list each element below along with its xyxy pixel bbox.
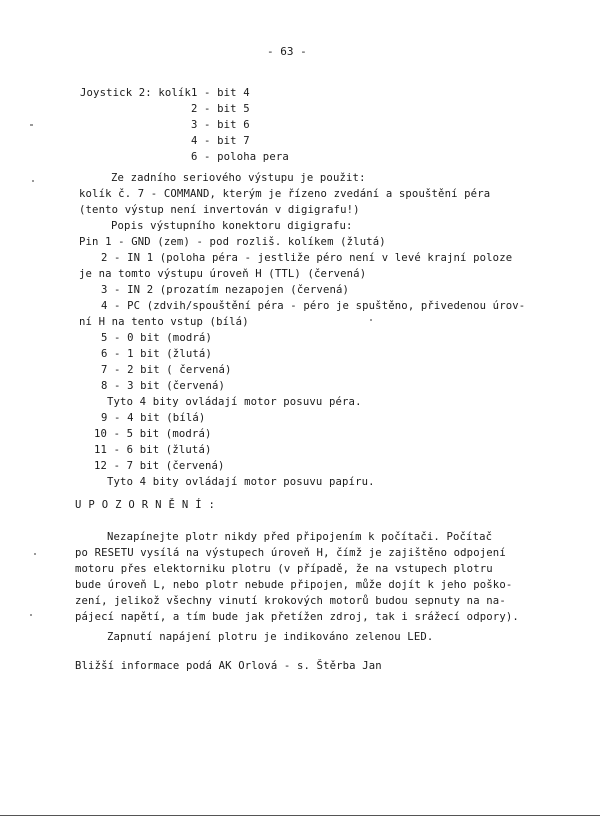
warning-line: Nezapínejte plotr nikdy před připojením k počítači. Počítač	[107, 531, 493, 543]
warning-line: zení, jelikož všechny vinutí krokových motorů budou sepnuty na na-	[75, 595, 506, 607]
text-line: 3 - IN 2 (prozatím nezapojen (červená)	[101, 284, 350, 296]
warning-line: Zapnutí napájení plotru je indikováno zelenou LED.	[107, 631, 434, 643]
scan-speck	[34, 553, 36, 555]
text-line: kolík č. 7 - COMMAND, kterým je řízeno zvedání a spouštění péra	[79, 188, 491, 200]
text-line: (tento výstup není invertován v digigrafu!)	[79, 204, 360, 216]
text-line: 8 - 3 bit (červená)	[101, 380, 226, 392]
joystick-row: 1 - bit 4	[191, 87, 250, 99]
warning-line: bude úroveň L, nebo plotr nebude připojen, může dojít k jeho poško-	[75, 579, 513, 591]
warning-line: pájecí napětí, a tím bude jak přetížen zdroj, tak i srážecí odpory).	[75, 611, 519, 623]
text-line: Tyto 4 bity ovládají motor posuvu péra.	[107, 396, 362, 408]
page-edge-line	[0, 815, 600, 816]
text-line: 2 - IN 1 (poloha péra - jestliže péro není v levé krajní poloze	[101, 252, 513, 264]
joystick-row: 3 - bit 6	[191, 119, 250, 131]
text-line: 7 - 2 bit ( červená)	[101, 364, 232, 376]
scan-speck	[30, 124, 33, 126]
text-line: 11 - 6 bit (žlutá)	[94, 444, 212, 456]
text-line: je na tomto výstupu úroveň H (TTL) (červená)	[79, 268, 367, 280]
warning-line: po RESETU vysílá na výstupech úroveň H, čímž je zajištěno odpojení	[75, 547, 506, 559]
text-line: Ze zadního seriového výstupu je použit:	[111, 172, 366, 184]
page-number: - 63 -	[267, 45, 307, 58]
text-line: 4 - PC (zdvih/spouštění péra - péro je spuštěno, přivedenou úrov-	[101, 300, 526, 312]
scan-speck	[30, 614, 32, 616]
warning-heading: U P O Z O R N Ě N Í :	[75, 499, 216, 511]
joystick-row: 6 - poloha pera	[191, 151, 289, 163]
warning-line: motoru přes elektorniku plotru (v případě, že na vstupech plotru	[75, 563, 493, 575]
joystick-row: 4 - bit 7	[191, 135, 250, 147]
scan-speck	[370, 319, 372, 321]
text-line: 6 - 1 bit (žlutá)	[101, 348, 212, 360]
scan-speck	[32, 180, 34, 182]
footer-contact: Bližší informace podá AK Orlová - s. Štěrba Jan	[75, 660, 382, 672]
joystick-row: 2 - bit 5	[191, 103, 250, 115]
text-line: Tyto 4 bity ovládají motor posuvu papíru.	[107, 476, 375, 488]
text-line: ní H na tento vstup (bílá)	[79, 316, 249, 328]
text-line: Popis výstupního konektoru digigrafu:	[111, 220, 353, 232]
text-line: 9 - 4 bit (bílá)	[101, 412, 206, 424]
text-line: 10 - 5 bit (modrá)	[94, 428, 212, 440]
text-line: 12 - 7 bit (červená)	[94, 460, 225, 472]
text-line: 5 - 0 bit (modrá)	[101, 332, 212, 344]
text-line: Pin 1 - GND (zem) - pod rozliš. kolíkem (žlutá)	[79, 236, 386, 248]
joystick-label: Joystick 2: kolík	[80, 87, 191, 99]
